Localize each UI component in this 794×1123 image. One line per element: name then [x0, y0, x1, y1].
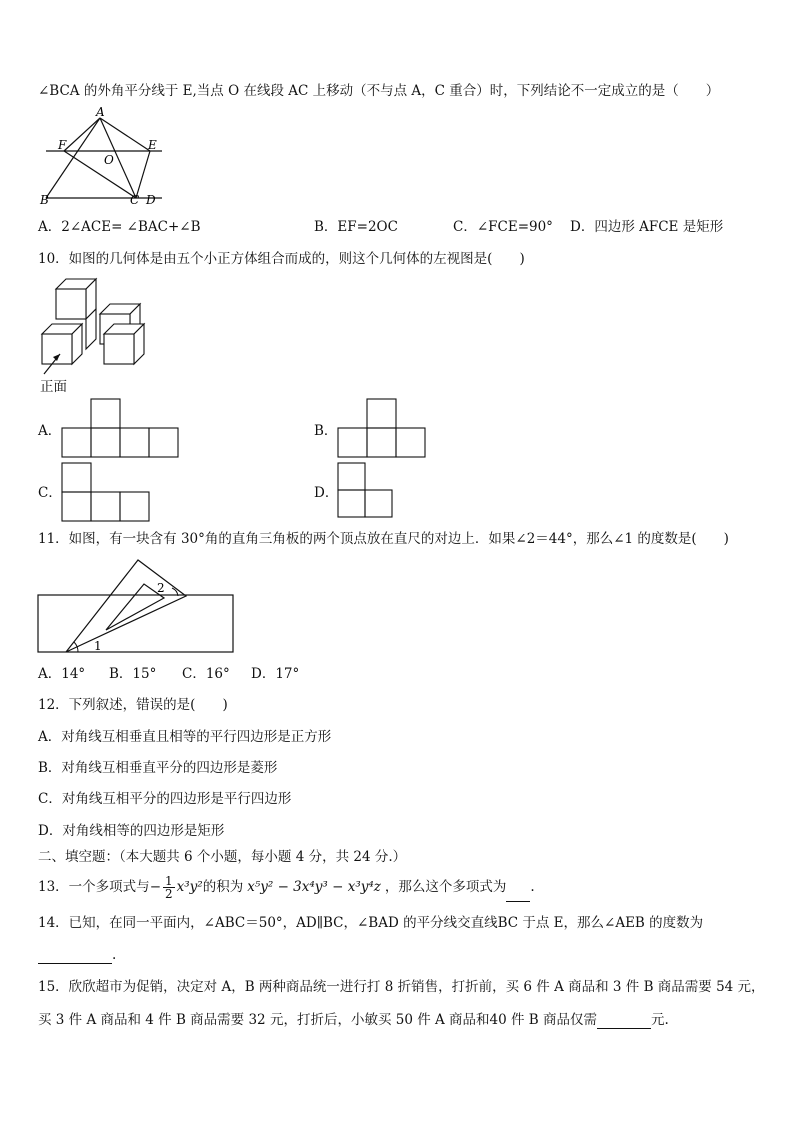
q9-option-b: B．EF=2OC	[314, 219, 398, 235]
q11-angle-2-label: 2	[157, 581, 165, 595]
q13-line	[38, 872, 535, 902]
q13-neg-sign: −	[149, 879, 161, 895]
q15-answer-blank	[597, 1014, 651, 1029]
q15-line2-text: 买 3 件 A 商品和 4 件 B 商品需要 32 元，打折后，小敏买 50 件 A 商品和40 件 B 商品仅需	[38, 1012, 598, 1028]
q13-prefix: 13．一个多项式与	[38, 879, 150, 895]
q11-option-b: B．15°	[109, 666, 157, 682]
q10-option-d-figure	[338, 462, 398, 522]
q11-option-c: C．16°	[182, 666, 230, 682]
q12-option-b: B．对角线互相垂直平分的四边形是菱形	[38, 760, 278, 776]
q9-option-c: C．∠FCE=90°	[453, 219, 553, 235]
q15-end: 元.	[651, 1012, 669, 1028]
q15-line2	[38, 1011, 669, 1029]
q11-option-d: D．17°	[251, 666, 300, 682]
q9-label-b: B	[40, 193, 49, 207]
q13-answer-blank	[506, 887, 530, 902]
q9-stem: ∠BCA 的外角平分线于 E,当点 O 在线段 AC 上移动（不与点 A，C 重合）时，下列结论不一定成立的是（ ）	[38, 83, 720, 99]
q13-frac-num: 1	[165, 874, 173, 888]
q10-option-d-label: D．	[314, 485, 339, 501]
q13-end: .	[530, 879, 535, 895]
q13-middle: 的积为	[202, 879, 244, 895]
q12-option-a: A．对角线互相垂直且相等的平行四边形是正方形	[38, 729, 332, 745]
q15-line1: 15．欣欣超市为促销，决定对 A，B 两种商品统一进行打 8 折销售，打折前，买 6 件 A 商品和 3 件 B 商品需要 54 元，	[38, 979, 765, 995]
q13-suffix: ，那么这个多项式为	[384, 879, 507, 895]
q9-label-a: A	[96, 105, 105, 119]
q13-monomial: x³y²	[176, 879, 203, 895]
q10-option-c-figure	[62, 462, 154, 522]
q11-stem: 11．如图，有一块含有 30°角的直角三角板的两个顶点放在直尺的对边上．如果∠2＝44°，那么∠1 的度数是( )	[38, 531, 729, 547]
q10-option-a-figure	[62, 398, 182, 458]
q11-ruler-figure	[38, 556, 238, 656]
q14-end: .	[112, 947, 117, 963]
q9-label-c: C	[130, 193, 140, 207]
q9-label-o: O	[104, 153, 114, 167]
q14-line1: 14．已知，在同一平面内，∠ABC＝50°，AD∥BC，∠BAD 的平分线交直线BC 于点 E，那么∠AEB 的度数为	[38, 915, 704, 931]
q9-option-a: A．2∠ACE= ∠BAC+∠B	[38, 219, 201, 235]
q11-option-a: A．14°	[38, 666, 86, 682]
q13-fraction	[163, 875, 175, 900]
q10-option-b-label: B．	[314, 423, 338, 439]
q10-option-c-label: C．	[38, 485, 62, 501]
q12-stem: 12．下列叙述，错误的是( )	[38, 697, 228, 713]
q9-label-d: D	[146, 193, 156, 207]
q14-answer-blank	[38, 949, 112, 964]
q10-stem: 10．如图的几何体是由五个小正方体组合而成的，则这个几何体的左视图是( )	[38, 251, 525, 267]
q12-option-d: D．对角线相等的四边形是矩形	[38, 823, 225, 839]
q9-option-d: D．四边形 AFCE 是矩形	[570, 219, 724, 235]
section-fill-in-header: 二、填空题：（本大题共 6 个小题，每小题 4 分，共 24 分.）	[38, 849, 407, 865]
q9-label-f: F	[58, 138, 67, 152]
q10-option-a-label: A．	[38, 423, 62, 439]
q13-frac-den: 2	[165, 887, 173, 901]
q11-angle-1-label: 1	[94, 639, 102, 653]
q9-figure	[38, 106, 168, 206]
q10-front-label: 正面	[40, 379, 67, 395]
q13-product: x⁵y² − 3x⁴y³ − x³y⁴z	[247, 879, 381, 895]
q10-option-b-figure	[338, 398, 430, 458]
q14-line2	[38, 946, 116, 964]
q9-label-e: E	[148, 138, 157, 152]
q12-option-c: C．对角线互相平分的四边形是平行四边形	[38, 791, 292, 807]
